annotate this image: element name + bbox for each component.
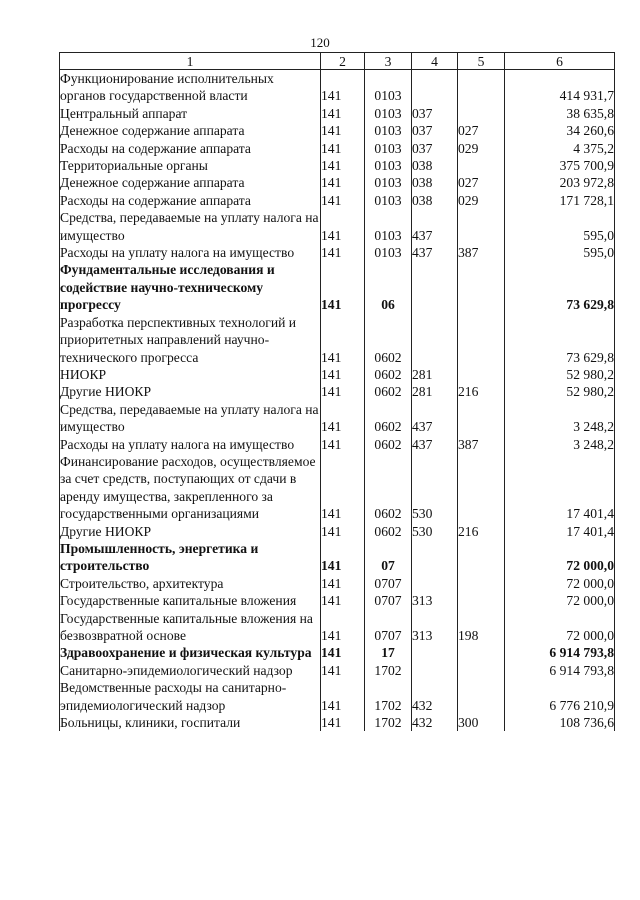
row-section-code-cell: 0103 — [365, 192, 412, 209]
row-name-cell: НИОКР — [60, 366, 321, 383]
row-name-cell: Финансирование расходов, осуществляемое за счет средств, поступающих от сдачи в аренду имущества, закрепленного за государственными организациями — [60, 453, 321, 523]
column-header-expense-type: 5 — [458, 53, 505, 70]
row-name-cell: Расходы на уплату налога на имущество — [60, 436, 321, 453]
row-expense-code-cell: 387 — [458, 244, 505, 261]
row-name-cell: Ведомственные расходы на санитарно-эпидемиологический надзор — [60, 679, 321, 714]
row-section-code-cell: 0602 — [365, 383, 412, 400]
budget-table — [59, 52, 615, 731]
row-name-cell: Денежное содержание аппарата — [60, 174, 321, 191]
row-section-code-cell: 0707 — [365, 610, 412, 645]
row-target-code-cell: 437 — [412, 436, 458, 453]
row-ministry-code-cell: 141 — [321, 244, 365, 261]
table-row — [60, 192, 615, 209]
row-amount-cell: 34 260,6 — [505, 122, 615, 139]
row-name-cell: Расходы на содержание аппарата — [60, 140, 321, 157]
row-expense-code-cell — [458, 662, 505, 679]
row-target-code-cell — [412, 644, 458, 661]
row-expense-code-cell: 027 — [458, 174, 505, 191]
row-ministry-code-cell: 141 — [321, 523, 365, 540]
row-target-code-cell: 037 — [412, 140, 458, 157]
row-target-code-cell: 432 — [412, 714, 458, 731]
row-expense-code-cell — [458, 575, 505, 592]
row-target-code-cell: 437 — [412, 209, 458, 244]
row-expense-code-cell — [458, 540, 505, 575]
row-section-code-cell: 0602 — [365, 523, 412, 540]
row-name-cell: Другие НИОКР — [60, 523, 321, 540]
table-row — [60, 366, 615, 383]
row-section-code-cell: 0602 — [365, 401, 412, 436]
row-ministry-code-cell: 141 — [321, 401, 365, 436]
row-ministry-code-cell: 141 — [321, 366, 365, 383]
table-row — [60, 575, 615, 592]
row-ministry-code-cell: 141 — [321, 122, 365, 139]
row-amount-cell: 17 401,4 — [505, 523, 615, 540]
row-section-code-cell: 0103 — [365, 157, 412, 174]
row-amount-cell: 375 700,9 — [505, 157, 615, 174]
table-row — [60, 244, 615, 261]
row-target-code-cell — [412, 540, 458, 575]
row-target-code-cell: 437 — [412, 244, 458, 261]
row-target-code-cell: 037 — [412, 122, 458, 139]
row-amount-cell: 108 736,6 — [505, 714, 615, 731]
row-section-code-cell: 0707 — [365, 592, 412, 609]
row-expense-code-cell — [458, 261, 505, 313]
row-target-code-cell — [412, 261, 458, 313]
row-amount-cell: 52 980,2 — [505, 383, 615, 400]
table-row — [60, 714, 615, 731]
table-row — [60, 610, 615, 645]
row-expense-code-cell: 029 — [458, 192, 505, 209]
row-name-cell: Строительство, архитектура — [60, 575, 321, 592]
row-section-code-cell: 1702 — [365, 714, 412, 731]
table-row — [60, 592, 615, 609]
row-ministry-code-cell: 141 — [321, 436, 365, 453]
row-target-code-cell: 313 — [412, 610, 458, 645]
table-body — [60, 70, 615, 732]
table-row — [60, 70, 615, 105]
column-header-amount: 6 — [505, 53, 615, 70]
row-amount-cell: 6 914 793,8 — [505, 644, 615, 661]
row-amount-cell: 3 248,2 — [505, 401, 615, 436]
row-expense-code-cell: 029 — [458, 140, 505, 157]
row-target-code-cell: 281 — [412, 366, 458, 383]
row-expense-code-cell — [458, 70, 505, 105]
table-row — [60, 314, 615, 366]
row-expense-code-cell — [458, 679, 505, 714]
row-name-cell: Промышленность, энергетика и строительство — [60, 540, 321, 575]
row-expense-code-cell — [458, 314, 505, 366]
row-name-cell: Денежное содержание аппарата — [60, 122, 321, 139]
row-expense-code-cell: 300 — [458, 714, 505, 731]
table-row — [60, 453, 615, 523]
row-expense-code-cell: 387 — [458, 436, 505, 453]
row-ministry-code-cell: 141 — [321, 662, 365, 679]
table-row — [60, 140, 615, 157]
table-row — [60, 261, 615, 313]
row-ministry-code-cell: 141 — [321, 540, 365, 575]
row-ministry-code-cell: 141 — [321, 105, 365, 122]
row-ministry-code-cell: 141 — [321, 679, 365, 714]
table-row — [60, 679, 615, 714]
row-name-cell: Разработка перспективных технологий и приоритетных направлений научно-технического прогресса — [60, 314, 321, 366]
row-expense-code-cell — [458, 105, 505, 122]
table-row — [60, 157, 615, 174]
row-section-code-cell: 0103 — [365, 209, 412, 244]
row-name-cell: Средства, передаваемые на уплату налога на имущество — [60, 401, 319, 435]
row-ministry-code-cell: 141 — [321, 314, 365, 366]
row-section-code-cell: 0602 — [365, 366, 412, 383]
row-amount-cell: 17 401,4 — [505, 453, 615, 523]
row-target-code-cell: 038 — [412, 157, 458, 174]
row-name-cell: Здравоохранение и физическая культура — [60, 644, 321, 661]
row-amount-cell: 6 776 210,9 — [505, 679, 615, 714]
row-section-code-cell: 06 — [365, 261, 412, 313]
row-name-cell: Функционирование исполнительных органов государственной власти — [60, 70, 321, 105]
row-ministry-code-cell: 141 — [321, 453, 365, 523]
row-name-cell: Расходы на уплату налога на имущество — [60, 244, 321, 261]
table-row — [60, 401, 615, 436]
row-amount-cell: 203 972,8 — [505, 174, 615, 191]
row-ministry-code-cell: 141 — [321, 644, 365, 661]
row-ministry-code-cell: 141 — [321, 209, 365, 244]
row-name-cell: Государственные капитальные вложения на безвозвратной основе — [60, 610, 321, 645]
row-amount-cell: 73 629,8 — [505, 314, 615, 366]
row-amount-cell: 72 000,0 — [505, 540, 615, 575]
row-target-code-cell: 313 — [412, 592, 458, 609]
row-expense-code-cell: 198 — [458, 610, 505, 645]
row-name-cell: Фундаментальные исследования и содействие научно-техническому прогрессу — [60, 261, 321, 313]
row-expense-code-cell — [458, 401, 505, 436]
row-ministry-code-cell: 141 — [321, 174, 365, 191]
row-name-cell: Центральный аппарат — [60, 105, 321, 122]
row-target-code-cell: 432 — [412, 679, 458, 714]
row-amount-cell: 38 635,8 — [505, 105, 615, 122]
row-target-code-cell — [412, 314, 458, 366]
table-row — [60, 122, 615, 139]
row-ministry-code-cell: 141 — [321, 714, 365, 731]
row-target-code-cell: 037 — [412, 105, 458, 122]
row-target-code-cell: 530 — [412, 523, 458, 540]
row-expense-code-cell — [458, 157, 505, 174]
row-target-code-cell: 437 — [412, 401, 458, 436]
column-header-ministry: 2 — [321, 53, 365, 70]
row-target-code-cell — [412, 575, 458, 592]
row-expense-code-cell — [458, 209, 505, 244]
page-number: 120 — [310, 35, 330, 50]
row-amount-cell: 72 000,0 — [505, 610, 615, 645]
row-section-code-cell: 17 — [365, 644, 412, 661]
row-expense-code-cell: 027 — [458, 122, 505, 139]
table-row — [60, 523, 615, 540]
row-section-code-cell: 0707 — [365, 575, 412, 592]
row-section-code-cell: 0103 — [365, 244, 412, 261]
row-section-code-cell: 0103 — [365, 140, 412, 157]
row-amount-cell: 595,0 — [505, 244, 615, 261]
row-section-code-cell: 07 — [365, 540, 412, 575]
row-name-cell: Средства, передаваемые на уплату налога на имущество — [60, 210, 319, 243]
row-amount-cell: 4 375,2 — [505, 140, 615, 157]
row-expense-code-cell — [458, 366, 505, 383]
row-target-code-cell: 281 — [412, 383, 458, 400]
row-expense-code-cell — [458, 592, 505, 609]
row-section-code-cell: 1702 — [365, 679, 412, 714]
table-row — [60, 383, 615, 400]
row-ministry-code-cell: 141 — [321, 261, 365, 313]
row-amount-cell: 72 000,0 — [505, 592, 615, 609]
row-amount-cell: 72 000,0 — [505, 575, 615, 592]
row-target-code-cell: 038 — [412, 192, 458, 209]
row-amount-cell: 52 980,2 — [505, 366, 615, 383]
column-header-name: 1 — [60, 53, 321, 70]
row-section-code-cell: 0602 — [365, 453, 412, 523]
row-section-code-cell: 0103 — [365, 122, 412, 139]
row-target-code-cell — [412, 662, 458, 679]
row-ministry-code-cell: 141 — [321, 157, 365, 174]
row-section-code-cell: 0602 — [365, 314, 412, 366]
row-amount-cell: 6 914 793,8 — [505, 662, 615, 679]
row-amount-cell: 595,0 — [505, 209, 615, 244]
row-amount-cell: 73 629,8 — [505, 261, 615, 313]
row-ministry-code-cell: 141 — [321, 575, 365, 592]
column-header-target: 4 — [412, 53, 458, 70]
row-ministry-code-cell: 141 — [321, 192, 365, 209]
column-header-section: 3 — [365, 53, 412, 70]
row-expense-code-cell: 216 — [458, 383, 505, 400]
row-target-code-cell: 530 — [412, 453, 458, 523]
row-ministry-code-cell: 141 — [321, 592, 365, 609]
row-section-code-cell: 0103 — [365, 70, 412, 105]
table-row — [60, 436, 615, 453]
table-row — [60, 174, 615, 191]
row-section-code-cell: 0103 — [365, 174, 412, 191]
row-expense-code-cell — [458, 453, 505, 523]
table-row — [60, 662, 615, 679]
row-name-cell: Больницы, клиники, госпитали — [60, 714, 321, 731]
row-name-cell: Государственные капитальные вложения — [60, 592, 321, 609]
table-row — [60, 209, 615, 244]
row-ministry-code-cell: 141 — [321, 610, 365, 645]
row-ministry-code-cell: 141 — [321, 140, 365, 157]
row-target-code-cell — [412, 70, 458, 105]
row-name-cell: Расходы на содержание аппарата — [60, 192, 321, 209]
row-ministry-code-cell: 141 — [321, 383, 365, 400]
table-row — [60, 644, 615, 661]
row-amount-cell: 171 728,1 — [505, 192, 615, 209]
row-amount-cell: 414 931,7 — [505, 70, 615, 105]
row-section-code-cell: 1702 — [365, 662, 412, 679]
row-name-cell: Территориальные органы — [60, 157, 321, 174]
row-section-code-cell: 0602 — [365, 436, 412, 453]
row-ministry-code-cell: 141 — [321, 70, 365, 105]
table-row — [60, 540, 615, 575]
row-expense-code-cell: 216 — [458, 523, 505, 540]
row-expense-code-cell — [458, 644, 505, 661]
row-amount-cell: 3 248,2 — [505, 436, 615, 453]
row-section-code-cell: 0103 — [365, 105, 412, 122]
table-row — [60, 105, 615, 122]
row-name-cell: Другие НИОКР — [60, 383, 321, 400]
row-target-code-cell: 038 — [412, 174, 458, 191]
row-name-cell: Санитарно-эпидемиологический надзор — [60, 662, 321, 679]
table-header-row — [60, 53, 615, 70]
